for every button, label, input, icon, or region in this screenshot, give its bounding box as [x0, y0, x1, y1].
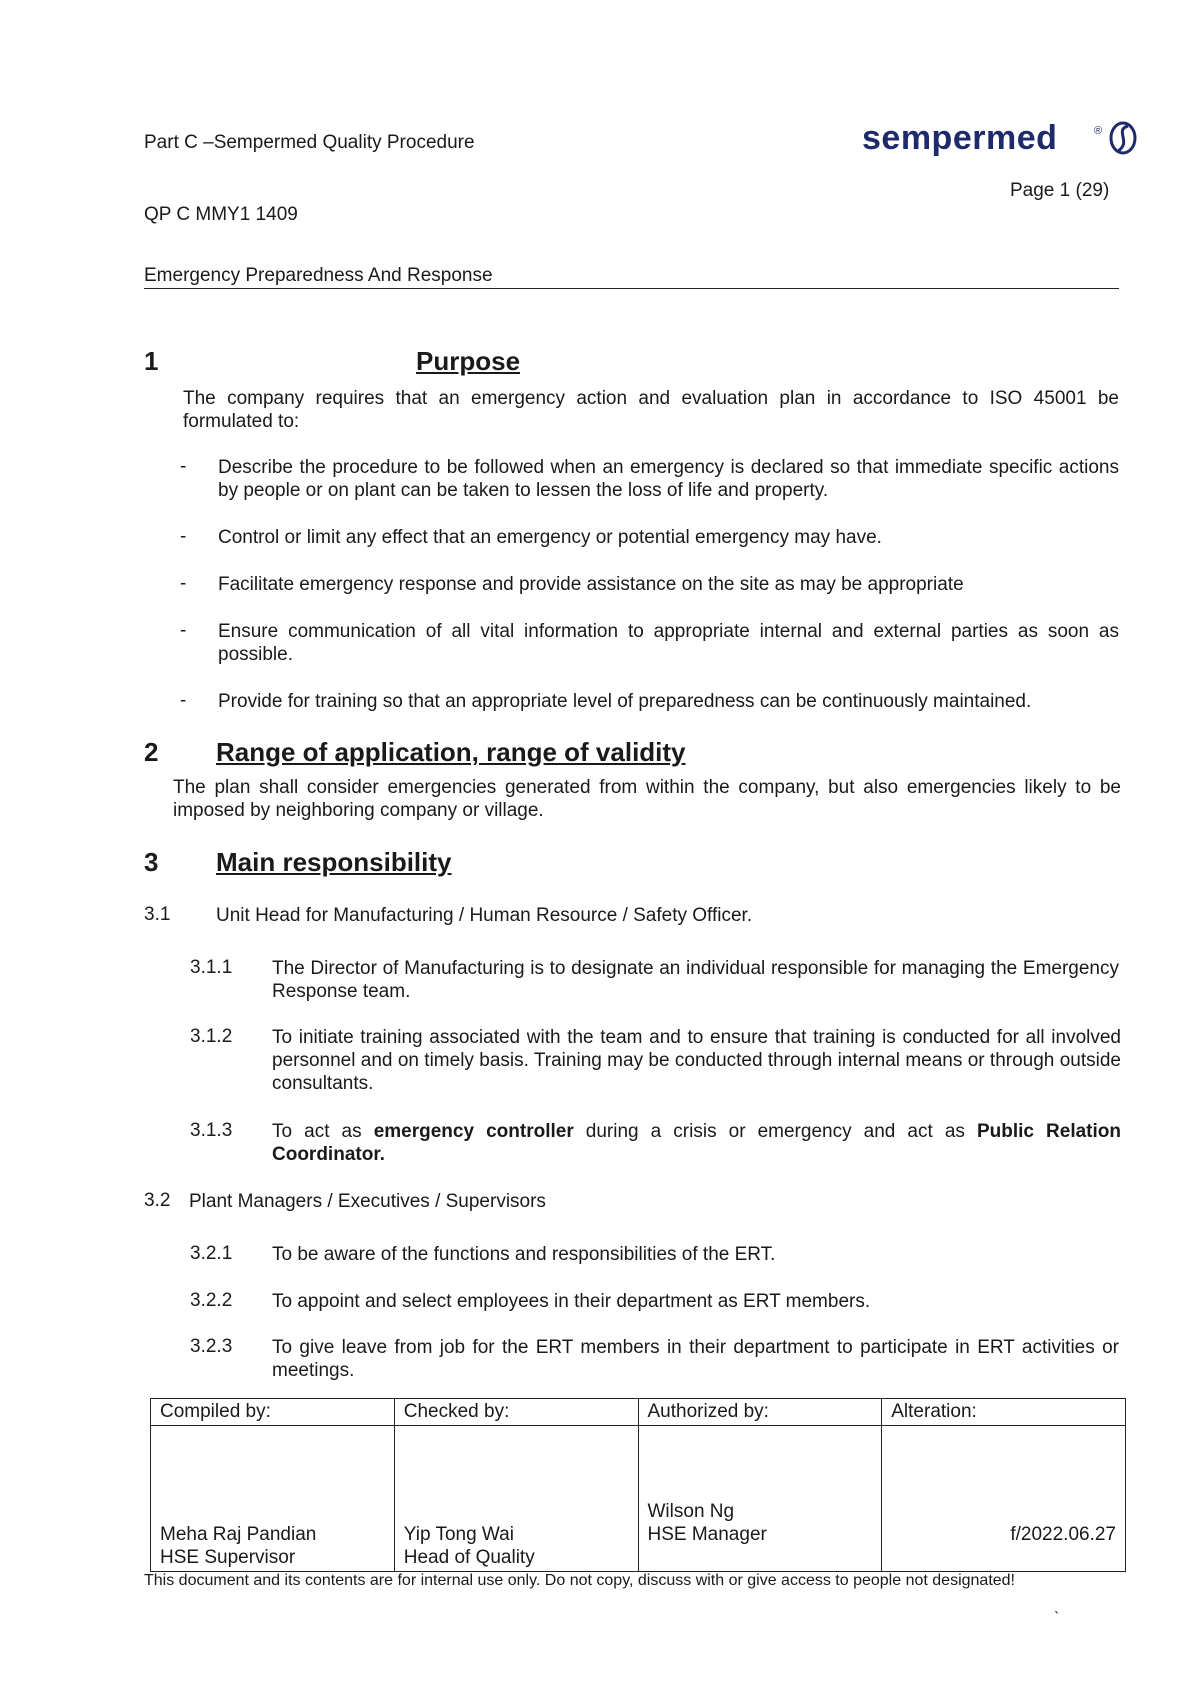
- bullet-3: Facilitate emergency response and provide assistance on the site as may be appropriate: [218, 574, 964, 595]
- checked-role: Head of Quality: [403, 1547, 535, 1568]
- alteration-cell: [882, 1426, 1126, 1572]
- bullet-dash: -: [180, 620, 187, 641]
- svg-text:sempermed: sempermed: [862, 120, 1058, 157]
- header-compiled: Compiled by:: [151, 1399, 395, 1426]
- clause-3-1-1: The Director of Manufacturing is to designate an individual responsible for managing the Emergency Response team.: [272, 958, 1119, 1002]
- compiled-name: Meha Raj Pandian: [160, 1524, 317, 1545]
- section-3-number: 3: [144, 847, 159, 877]
- section-3-title: Main responsibility: [216, 847, 452, 877]
- clause-number: 3.2.1: [190, 1243, 233, 1264]
- section-1-title: Purpose: [416, 346, 521, 376]
- sempermed-swirl-icon: [1111, 123, 1135, 153]
- clause-3-1-2: To initiate training associated with the team and to ensure that training is conducted for all involved personnel and on timely basis. Training may be conducted through internal means or through outside consultants.: [272, 1027, 1121, 1094]
- clause-number: 3.1.2: [190, 1026, 233, 1047]
- header-alteration: Alteration:: [882, 1399, 1126, 1426]
- term-public-relation-coordinator: Public Relation Coordinator.: [272, 1121, 1121, 1165]
- doc-subject: Emergency Preparedness And Response: [144, 265, 493, 286]
- bullet-4: Ensure communication of all vital information to appropriate internal and external parties as soon as possible.: [218, 621, 1119, 665]
- doc-code: QP C MMY1 1409: [144, 204, 298, 225]
- authorized-name: Wilson Ng: [647, 1501, 735, 1522]
- section-1-number: 1: [144, 346, 159, 376]
- bullet-2: Control or limit any effect that an emergency or potential emergency may have.: [218, 527, 882, 548]
- page-number: Page 1 (29): [1010, 180, 1110, 201]
- authorized-role: HSE Manager: [647, 1524, 767, 1545]
- clause-3-2-1: To be aware of the functions and responsibilities of the ERT.: [272, 1244, 776, 1265]
- clause-3-2: Plant Managers / Executives / Supervisors: [189, 1191, 546, 1212]
- compiled-cell: [151, 1426, 395, 1572]
- clause-3-1-3: To act as emergency controller during a crisis or emergency and act as Public Relation Coordinator.: [272, 1121, 1121, 1165]
- bullet-5: Provide for training so that an appropriate level of preparedness can be continuously maintained.: [218, 691, 1032, 712]
- clause-3-1: Unit Head for Manufacturing / Human Resource / Safety Officer.: [216, 905, 753, 926]
- clause-number: 3.2: [144, 1190, 171, 1211]
- checked-cell: [394, 1426, 638, 1572]
- bullet-dash: -: [180, 526, 187, 547]
- clause-number: 3.1.1: [190, 957, 233, 978]
- clause-3-2-3: To give leave from job for the ERT members in their department to participate in ERT activities or meetings.: [272, 1337, 1119, 1381]
- section-2-number: 2: [144, 737, 159, 767]
- confidentiality-notice: This document and its contents are for internal use only. Do not copy, discuss with or give access to people not designated!: [144, 1572, 1015, 1589]
- section-2-title: Range of application, range of validity: [216, 737, 686, 767]
- bullet-1: Describe the procedure to be followed when an emergency is declared so that immediate specific actions by people or on plant can be taken to lessen the loss of life and property.: [218, 457, 1119, 501]
- signoff-body-row: [151, 1426, 1126, 1572]
- header-authorized: Authorized by:: [638, 1399, 882, 1426]
- term-emergency-controller: emergency controller: [373, 1121, 574, 1142]
- section-2-text: The plan shall consider emergencies generated from within the company, but also emergencies likely to be imposed by neighboring company or village.: [173, 777, 1121, 821]
- sempermed-logo: [862, 120, 1140, 160]
- doc-part-label: Part C –Sempermed Quality Procedure: [144, 132, 475, 153]
- clause-3-2-2: To appoint and select employees in their department as ERT members.: [272, 1291, 871, 1312]
- section-1-intro: The company requires that an emergency action and evaluation plan in accordance to ISO 45001 be formulated to:: [183, 388, 1119, 432]
- bullet-dash: -: [180, 456, 187, 477]
- alteration-value: f/2022.06.27: [1010, 1524, 1116, 1545]
- clause-number: 3.1.3: [190, 1120, 233, 1141]
- bullet-dash: -: [180, 573, 187, 594]
- svg-text:®: ®: [1094, 125, 1103, 137]
- clause-number: 3.1: [144, 904, 171, 925]
- signoff-header-row: [151, 1399, 1126, 1426]
- checked-name: Yip Tong Wai: [403, 1524, 514, 1545]
- bullet-dash: -: [180, 690, 187, 711]
- signoff-table: [150, 1398, 1126, 1572]
- clause-number: 3.2.2: [190, 1290, 233, 1311]
- authorized-cell: [638, 1426, 882, 1572]
- compiled-role: HSE Supervisor: [160, 1547, 296, 1568]
- header-divider: [144, 288, 1119, 289]
- footer-mark: `: [1054, 1610, 1060, 1627]
- clause-number: 3.2.3: [190, 1336, 233, 1357]
- header-checked: Checked by:: [394, 1399, 638, 1426]
